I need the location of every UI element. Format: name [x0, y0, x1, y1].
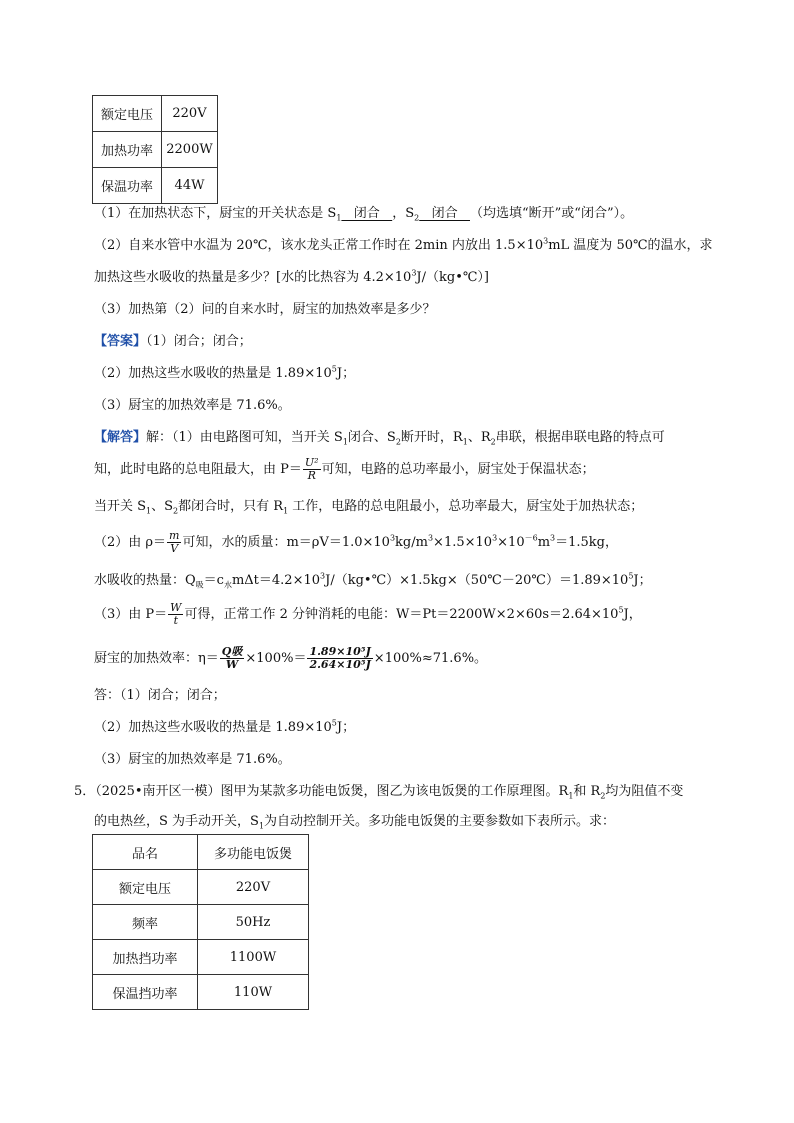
table-row — [93, 96, 218, 132]
text: 5．（2025•南开区一模）图甲为某款多功能电饭煲，图乙为该电饭煲的工作原理图。R — [74, 784, 569, 799]
text: 5 — [331, 364, 337, 374]
text: J； — [336, 366, 356, 381]
text: （1）闭合；闭合； — [146, 334, 252, 349]
text: 串联，根据串联电路的特点可 — [495, 430, 665, 445]
text: 5 — [628, 571, 634, 581]
text: 闭合、S — [347, 430, 396, 445]
solution-line-2 — [94, 455, 595, 485]
answer-blank: 闭合 — [341, 206, 393, 221]
conclusion-line-3: （3）厨宝的加热效率是 71.6%。 — [94, 752, 291, 767]
text: 1 — [336, 213, 342, 223]
text: m — [169, 529, 180, 542]
table-row — [93, 975, 309, 1010]
text: 断开时，R — [400, 430, 463, 445]
text: 1 — [258, 821, 265, 831]
answer-line-3: （3）厨宝的加热效率是 71.6%。 — [94, 398, 291, 413]
text: 3 — [389, 533, 396, 543]
text: ×100%≈71.6%。 — [373, 651, 488, 666]
text: 2 — [490, 437, 496, 447]
answer-blank: 闭合 — [419, 206, 470, 221]
text: 吸 — [195, 580, 204, 590]
table-cell-value: 2200W — [162, 132, 218, 168]
question-2-line-1 — [94, 237, 713, 255]
text: ×10 — [497, 535, 525, 550]
text: 可知，电路的总功率最小，厨宝处于保温状态； — [321, 462, 595, 477]
fraction — [307, 646, 372, 671]
text: 、R — [467, 430, 491, 445]
solution-line-7 — [94, 642, 487, 676]
text: 5 — [618, 605, 624, 615]
text: 的电热丝，S 为手动开关，S — [94, 814, 259, 829]
solution-line-5 — [94, 572, 652, 590]
text: 1 — [283, 506, 289, 516]
text: J； — [336, 720, 356, 735]
text: V — [170, 542, 179, 555]
text: R — [307, 469, 316, 482]
fraction — [167, 530, 181, 555]
text: 3 — [492, 533, 498, 543]
text: 2.64×10⁵J — [309, 658, 371, 671]
text: t — [173, 614, 179, 627]
text: 水 — [223, 580, 232, 590]
text: 3 — [543, 236, 549, 246]
text: （2）由 ρ＝ — [94, 535, 167, 550]
text: 3 — [550, 533, 556, 543]
table-row — [93, 940, 309, 975]
table-cell-value: 110W — [198, 975, 309, 1010]
text: 当开关 S — [94, 499, 147, 514]
text: （均选填“断开”或“闭合”）。 — [470, 206, 634, 221]
table-cell-label: 保温挡功率 — [93, 975, 198, 1010]
text: 1 — [568, 791, 574, 801]
text: m — [537, 535, 551, 550]
question-5-line-1 — [74, 783, 683, 801]
text: W — [225, 658, 239, 671]
text: 2 — [600, 791, 606, 801]
table-row — [93, 905, 309, 940]
text: （2）加热这些水吸收的热量是 1.89×10 — [94, 720, 332, 735]
table-row — [93, 870, 309, 905]
spec-table-2 — [92, 834, 309, 1010]
text: 1.89×10⁵J — [309, 645, 371, 658]
text: J/（kg•℃）] — [416, 270, 489, 285]
answer-line-2 — [94, 365, 355, 383]
solution-line-4 — [94, 528, 618, 558]
spec-table-1 — [92, 95, 218, 204]
question-5-line-2 — [94, 813, 615, 831]
fraction — [303, 457, 321, 482]
text: mΔt＝4.2×10 — [231, 573, 321, 588]
text: 知，此时电路的总电阻最大，由 P＝ — [94, 462, 302, 477]
table-cell-value: 220V — [198, 870, 309, 905]
conclusion-line-1: 答：（1）闭合；闭合； — [94, 688, 226, 703]
table-cell-label: 额定电压 — [93, 96, 162, 132]
text: 工作，电路的总电阻最小，总功率最大，厨宝处于加热状态； — [288, 499, 644, 514]
text: 解：（1）由电路图可知，当开关 S — [146, 430, 343, 445]
text: 可知，水的质量：m＝ρV＝1.0×10 — [182, 535, 390, 550]
text: 加热这些水吸收的热量是多少？[水的比热容为 4.2×10 — [94, 270, 412, 285]
table-row — [93, 168, 218, 204]
table-cell-value: 50Hz — [198, 905, 309, 940]
text: ＝c — [203, 573, 224, 588]
question-3: （3）加热第（2）问的自来水时，厨宝的加热效率是多少？ — [94, 302, 436, 317]
text: 和 R — [573, 784, 601, 799]
text: 3 — [411, 268, 417, 278]
text: 5 — [331, 718, 337, 728]
text: ×100%＝ — [245, 651, 307, 666]
question-1 — [94, 205, 633, 223]
text: mL 温度为 50℃的温水，求 — [548, 238, 713, 253]
text: 2 — [414, 213, 420, 223]
text: 3 — [427, 533, 434, 543]
table-row — [93, 835, 309, 870]
table-cell-label: 品名 — [93, 835, 198, 870]
fraction — [168, 602, 183, 627]
question-2-line-2 — [94, 269, 489, 287]
table-row — [93, 132, 218, 168]
text: 为自动控制开关。多功能电饭煲的主要参数如下表所示。求： — [264, 814, 616, 829]
table-cell-label: 频率 — [93, 905, 198, 940]
text: 1 — [462, 437, 468, 447]
text: 3 — [320, 571, 326, 581]
table-cell-label: 额定电压 — [93, 870, 198, 905]
answer-tag: 【答案】 — [94, 334, 147, 349]
fraction — [220, 646, 245, 671]
text: J； — [633, 573, 652, 588]
text: ＝1.5kg， — [555, 535, 618, 550]
text: 可得，正常工作 2 分钟消耗的电能：W＝Pt＝2200W×2×60s＝2.64×10 — [184, 607, 619, 622]
table-cell-label: 加热挡功率 — [93, 940, 198, 975]
table-cell-label: 加热功率 — [93, 132, 162, 168]
text: ×1.5×10 — [433, 535, 493, 550]
solution-tag: 【解答】 — [94, 430, 147, 445]
solution-line-3 — [94, 498, 643, 516]
table-cell-label: 保温功率 — [93, 168, 162, 204]
text: 均为阻值不变 — [605, 784, 684, 799]
text: （2）加热这些水吸收的热量是 1.89×10 — [94, 366, 332, 381]
text: －6 — [524, 533, 538, 543]
text: J， — [623, 607, 642, 622]
table-cell-value: 220V — [162, 96, 218, 132]
conclusion-line-2 — [94, 719, 355, 737]
text: 都闭合时，只有 R — [178, 499, 284, 514]
text: W — [170, 601, 182, 614]
solution-line-6 — [94, 600, 642, 630]
text: 水吸收的热量：Q — [94, 573, 196, 588]
text: 1 — [342, 437, 348, 447]
text: ，S — [392, 206, 415, 221]
text: （3）由 P＝ — [94, 607, 168, 622]
text: 、S — [151, 499, 174, 514]
text: 2 — [395, 437, 401, 447]
text: （1）在加热状态下，厨宝的开关状态是 S — [94, 206, 337, 221]
text: Q吸 — [221, 645, 243, 658]
text: U² — [304, 456, 319, 469]
text: （2）自来水管中水温为 20℃，该水龙头正常工作时在 2min 内放出 1.5×10 — [94, 238, 544, 253]
table-cell-value: 1100W — [198, 940, 309, 975]
table-cell-value: 多功能电饭煲 — [198, 835, 309, 870]
solution-line-1 — [94, 429, 665, 447]
text: J/（kg•℃）×1.5kg×（50℃－20℃）＝1.89×10 — [325, 573, 629, 588]
text: 厨宝的加热效率：η＝ — [94, 651, 219, 666]
table-cell-value: 44W — [162, 168, 218, 204]
answer-line-1 — [94, 333, 252, 351]
text: 2 — [173, 506, 179, 516]
text: 1 — [146, 506, 152, 516]
text: kg/m — [395, 535, 428, 550]
